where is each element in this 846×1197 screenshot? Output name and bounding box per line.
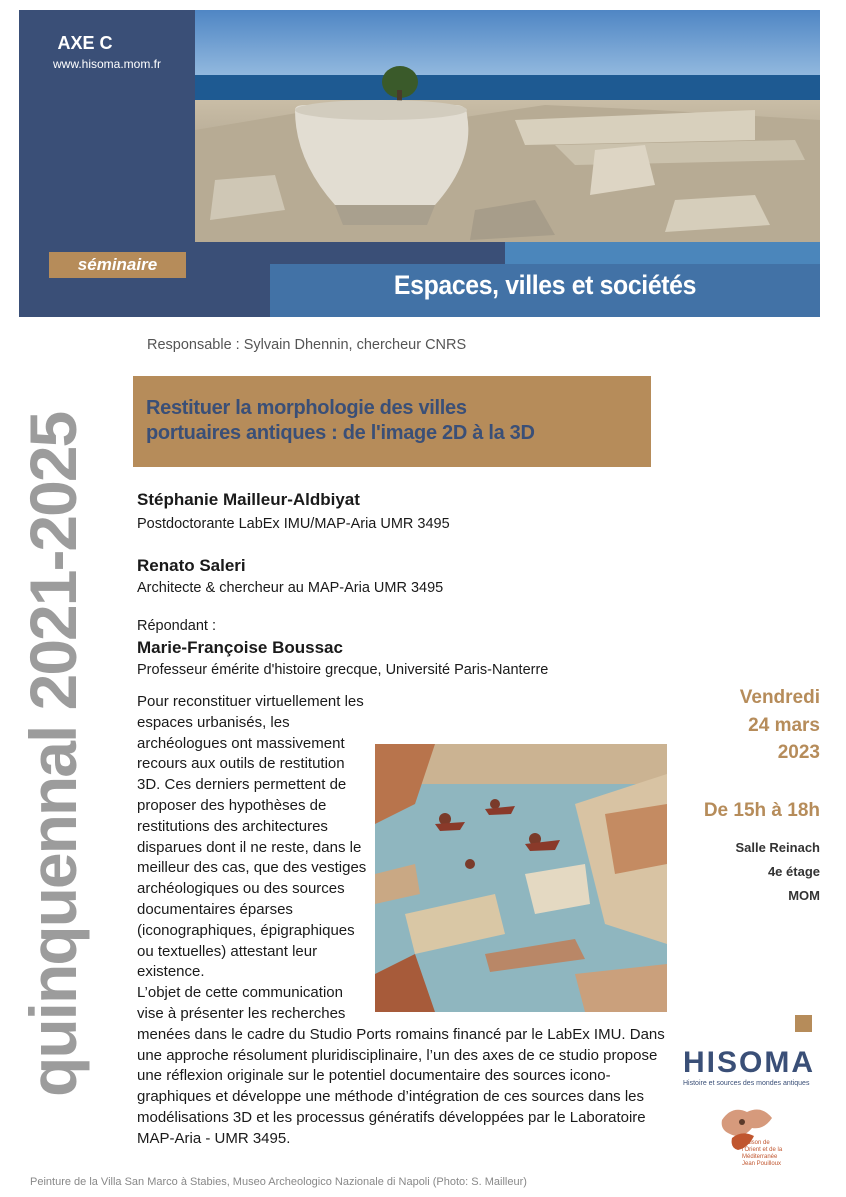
speaker-2-role: Architecte & chercheur au MAP-Aria UMR 3495 xyxy=(137,580,444,596)
hisoma-logo-wordmark: HISOMA xyxy=(683,1046,815,1079)
speaker-2-name: Renato Saleri xyxy=(137,556,246,575)
event-year: 2023 xyxy=(777,742,820,763)
title-band-accent xyxy=(505,242,820,264)
talk-title-line-1: Restituer la morphologie des villes xyxy=(146,397,467,419)
speaker-1-role: Postdoctorante LabEx IMU/MAP-Aria UMR 3495 xyxy=(137,516,450,532)
image-caption: Peinture de la Villa San Marco à Stabies, Museo Archeologico Nazionale di Napoli (Photo: S. Mailleur) xyxy=(30,1176,527,1188)
event-floor: 4e étage xyxy=(767,864,820,879)
website-url[interactable]: www.hisoma.mom.fr xyxy=(52,57,162,71)
vertical-year-label: quinquennal 2021-2025 xyxy=(16,412,90,1097)
talk-title-line-2: portuaires antiques : de l'image 2D à la 3D xyxy=(146,422,535,444)
respondent-name: Marie-Françoise Boussac xyxy=(137,638,343,657)
hisoma-logo-subtitle: Histoire et sources des mondes antiques xyxy=(683,1080,810,1087)
responsable-line: Responsable : Sylvain Dhennin, chercheur CNRS xyxy=(147,337,467,353)
event-date: 24 mars xyxy=(748,715,820,736)
event-building: MOM xyxy=(788,888,820,903)
event-day: Vendredi xyxy=(739,687,820,708)
event-room: Salle Reinach xyxy=(735,840,820,855)
abstract-paragraph-1: Pour reconstituer virtuellement les espaces urbanisés, les archéologues ont massivement recours aux outils de restitution 3D. Ces derniers permettent de proposer des hypothèses de restitutions des architectures disparues dont il ne reste, dans le meilleur des cas, que des vestiges archéologiques ou des sources documentaires éparses (iconographiques, épigraphiques ou textuelles) attestant leur existence. xyxy=(137,693,367,981)
event-time: De 15h à 18h xyxy=(703,800,820,821)
hisoma-logo xyxy=(683,1048,823,1087)
seminar-badge: séminaire xyxy=(49,252,186,278)
abstract xyxy=(137,692,677,1150)
respondent-role: Professeur émérite d'histoire grecque, Université Paris-Nanterre xyxy=(137,662,549,678)
mom-logo-text: Maison de l'Orient et de la Méditerranée Jean Pouilloux xyxy=(742,1140,783,1167)
series-title: Espaces, villes et sociétés xyxy=(393,270,697,300)
ruins-landscape-image xyxy=(195,10,820,242)
axis-label: AXE C xyxy=(57,33,113,53)
respondent-label: Répondant : xyxy=(137,618,217,634)
decorative-square xyxy=(795,1015,812,1032)
speaker-1-name: Stéphanie Mailleur-Aldbiyat xyxy=(137,490,360,509)
header-photo xyxy=(195,10,820,242)
talk-title xyxy=(146,396,641,446)
abstract-paragraph-2: L’objet de cette communication vise à présenter les recherches menées dans le cadre du Studio Ports romains financé par le LabEx IMU. Dans une approche résolument pluridisciplinaire, l’un des axes de ce studio propose une réflexion originale sur le potentiel documentaire des sources icono-graphiques et développe une méthode d’intégration de ces sources dans les modélisations 3D et les processus génératifs développées par le Laboratoire MAP-Aria - UMR 3495. xyxy=(137,984,665,1147)
harbor-fresco-image xyxy=(375,744,667,1012)
fresco-image xyxy=(375,744,675,1012)
